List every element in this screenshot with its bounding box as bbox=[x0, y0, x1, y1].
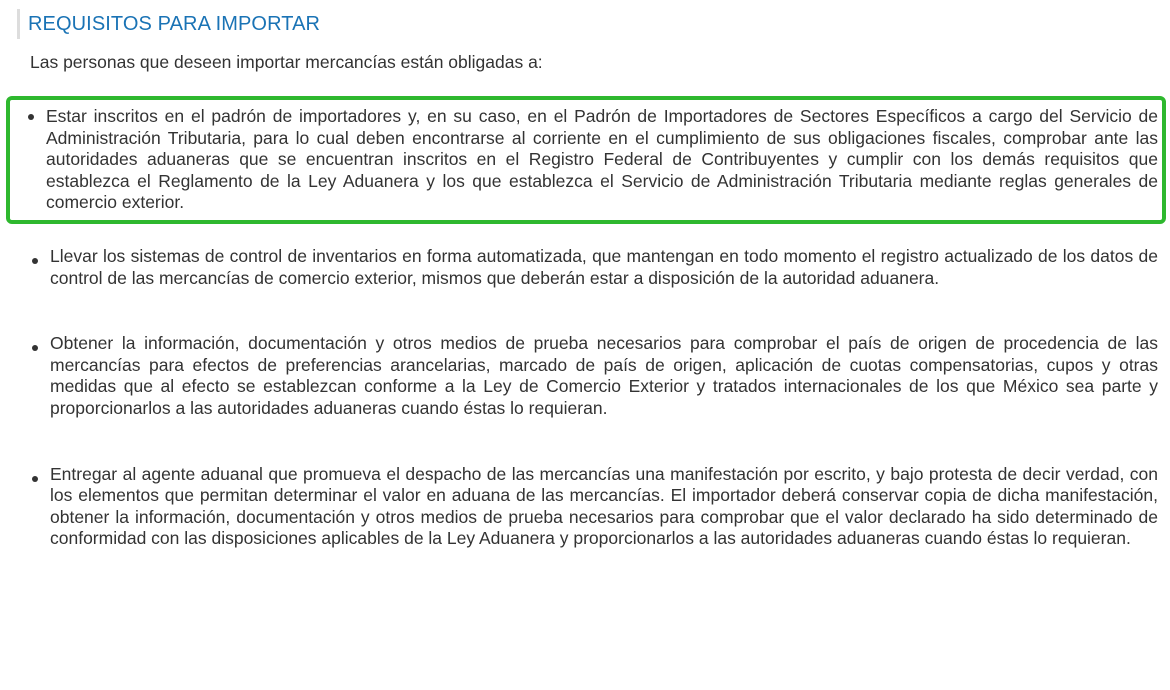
requirement-item-value-declaration bbox=[0, 454, 1170, 560]
requirement-item-origin bbox=[0, 323, 1170, 429]
requirement-item-inventory bbox=[0, 236, 1170, 299]
requirement-text: Entregar al agente aduanal que promueva el despacho de las mercancías una manifestación por escrito, y bajo protesta de decir verdad, con los elementos que permitan determinar el valor en aduana de las mercancías. El importador deberá conservar copia de dicha manifestación, obtener la información, documentación y otros medios de prueba necesarios para comprobar que el valor declarado ha sido determinado de conformidad con las disposiciones aplicables de la Ley Aduanera y proporcionarlos a las autoridades aduaneras cuando éstas lo requieran. bbox=[50, 463, 1158, 549]
page-title: REQUISITOS PARA IMPORTAR bbox=[28, 12, 321, 35]
bullet-icon bbox=[28, 114, 34, 120]
requirement-item-registration bbox=[6, 96, 1166, 224]
section-header bbox=[17, 9, 320, 39]
bullet-icon bbox=[32, 345, 38, 351]
intro-text: Las personas que deseen importar mercancías están obligadas a: bbox=[30, 52, 543, 72]
requirement-text: Obtener la información, documentación y otros medios de prueba necesarios para comprobar el país de origen de procedencia de las mercancías para efectos de preferencias arancelarias, marcado de país de origen, aplicación de cuotas compensatorias, cupos y otras medidas que al efecto se establezcan conforme a la Ley de Comercio Exterior y tratados internacionales de los que México sea parte y proporcionarlos a las autoridades aduaneras cuando éstas lo requieran. bbox=[50, 333, 1158, 418]
bullet-icon bbox=[32, 476, 38, 482]
requirement-text: Estar inscritos en el padrón de importadores y, en su caso, en el Padrón de Importadores de Sectores Específicos a cargo del Servicio de Administración Tributaria, para lo cual deben encontrarse al corriente en el cumplimiento de sus obligaciones fiscales, comprobar ante las autoridades aduaneras que se encuentran inscritos en el Registro Federal de Contribuyentes y cumplir con los demás requisitos que establezca el Reglamento de la Ley Aduanera y los que establezca el Servicio de Administración Tributaria mediante reglas generales de comercio exterior. bbox=[46, 106, 1158, 213]
requirement-text: Llevar los sistemas de control de inventarios en forma automatizada, que mantengan en todo momento el registro actualizado de los datos de control de las mercancías de comercio exterior, mismos que deberán estar a disposición de la autoridad aduanera. bbox=[50, 245, 1158, 288]
requirements-list bbox=[0, 96, 1170, 584]
bullet-icon bbox=[32, 258, 38, 264]
